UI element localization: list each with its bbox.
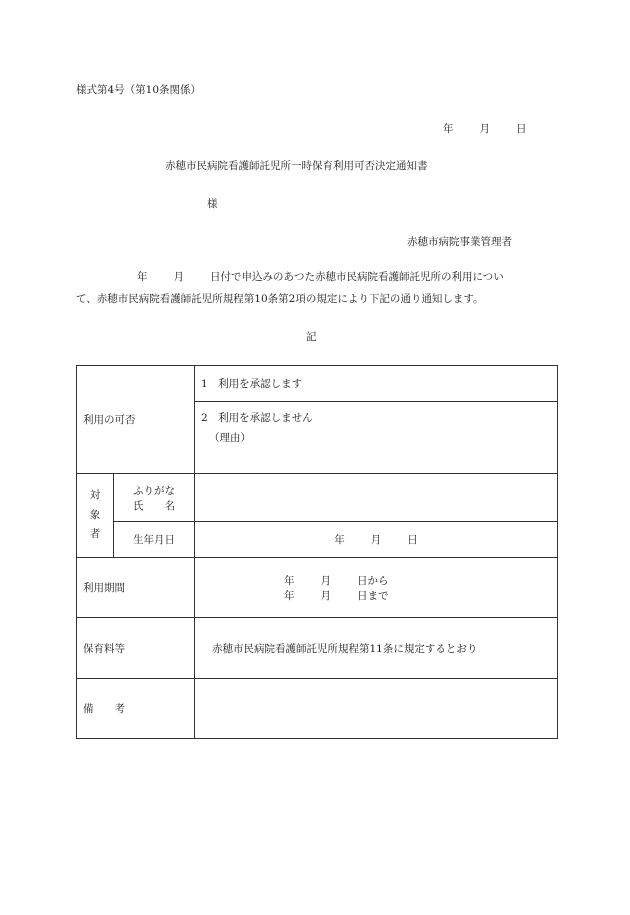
name-label: 氏 名	[133, 499, 175, 512]
birth-month: 月	[370, 534, 382, 546]
availability-label: 利用の可否	[83, 414, 136, 426]
body-line-1-rest: 日付で申込みのあつた赤穂市民病院看護師託児所の利用につい	[210, 271, 504, 283]
issue-date	[443, 123, 527, 136]
subject-char-2: 象	[89, 508, 101, 521]
availability-label-cell	[77, 366, 195, 474]
body-line-1	[137, 271, 504, 284]
body-line-2: て、赤穂市民病院看護師託児所規程第10条第2項の規定により下記の通り通知します。	[76, 293, 484, 305]
option-approve-cell	[195, 366, 558, 402]
addressee-suffix: 様	[207, 198, 218, 210]
period-label: 利用期間	[83, 582, 125, 594]
date-day: 日	[516, 123, 527, 135]
fee-label: 保育料等	[83, 642, 125, 655]
fee-value-cell	[195, 618, 558, 679]
ki-mark: 記	[306, 331, 317, 343]
name-label-cell	[114, 474, 195, 522]
birthdate-label-cell	[114, 522, 195, 558]
body-year: 年	[137, 271, 148, 283]
remarks-label-cell	[77, 679, 195, 739]
date-year: 年	[443, 123, 454, 135]
period-to: 年 月 日まで	[284, 589, 389, 602]
form-number: 様式第4号（第10条関係）	[76, 84, 202, 96]
option-approve: 1 利用を承認します	[201, 378, 303, 390]
period-value-cell	[195, 558, 558, 618]
date-month: 月	[479, 123, 490, 135]
birth-year: 年	[334, 534, 345, 546]
option-reject: 2 利用を承認しません	[201, 412, 313, 424]
reason-label: （理由）	[209, 432, 251, 444]
body-month: 月	[173, 271, 184, 283]
period-from: 年 月 日から	[284, 574, 389, 587]
birth-day: 日	[407, 534, 418, 546]
fee-value: 赤穂市民病院看護師託児所規程第11条に規定するとおり	[212, 642, 478, 655]
remarks-label: 備 考	[83, 703, 125, 715]
fee-label-cell	[77, 618, 195, 679]
furigana-label: ふりがな	[133, 484, 175, 497]
subject-char-1: 対	[89, 488, 101, 501]
period-label-cell	[77, 558, 195, 618]
document-title: 赤穂市民病院看護師託児所一時保育利用可否決定通知書	[165, 160, 428, 172]
subject-char-3: 者	[89, 528, 101, 541]
issuer-name: 赤穂市病院事業管理者	[407, 236, 512, 248]
birthdate-value-cell	[195, 522, 558, 558]
birthdate-label: 生年月日	[133, 534, 175, 546]
option-reject-cell	[195, 402, 558, 474]
subject-label-cell	[77, 474, 114, 558]
name-value-cell	[195, 474, 558, 522]
remarks-value-cell	[195, 679, 558, 739]
notice-table	[76, 365, 558, 739]
